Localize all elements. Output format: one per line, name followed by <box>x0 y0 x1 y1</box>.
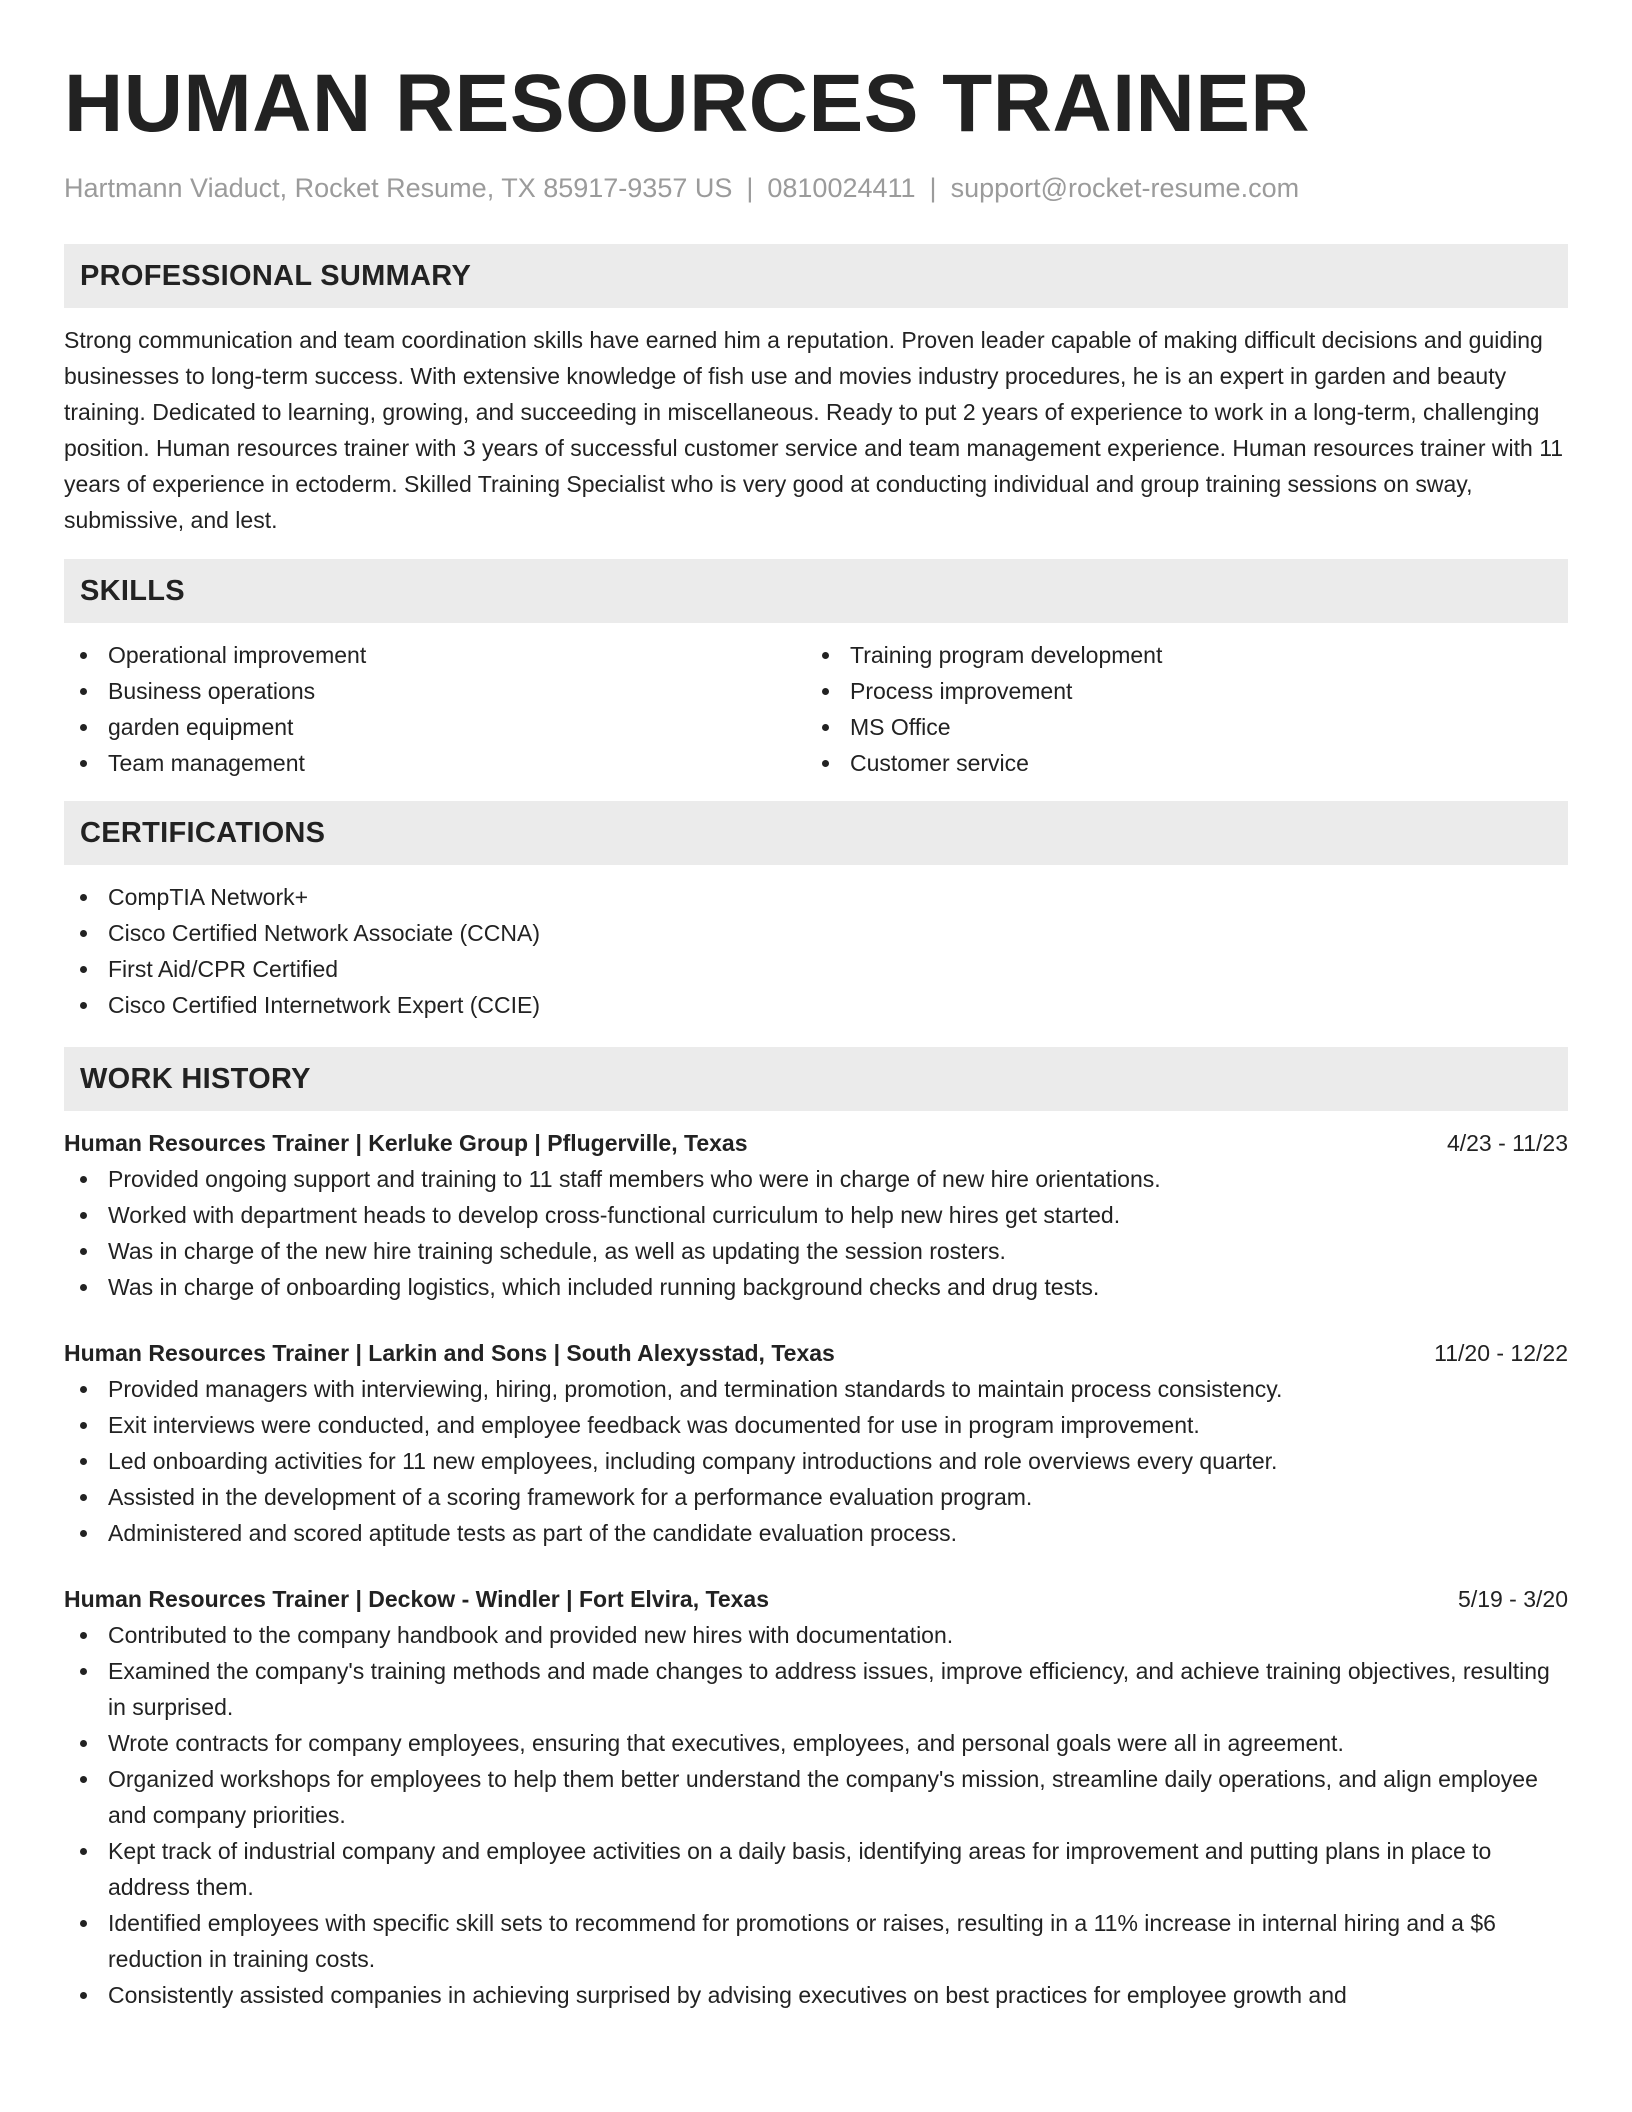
job-bullet: Was in charge of the new hire training schedule, as well as updating the session rosters. <box>64 1233 1568 1269</box>
job-dates: 11/20 - 12/22 <box>1434 1340 1568 1366</box>
job-bullet: Led onboarding activities for 11 new employees, including company introductions and role overviews every quarter. <box>64 1443 1568 1479</box>
job-bullets <box>64 1161 1568 1305</box>
skill-item: garden equipment <box>64 709 806 745</box>
work-heading: WORK HISTORY <box>80 1062 311 1095</box>
job-bullet: Identified employees with specific skill sets to recommend for promotions or raises, resulting in a 11% increase in internal hiring and a $6 reduction in training costs. <box>64 1905 1568 1977</box>
job-header <box>64 1335 1568 1371</box>
job-entry <box>64 1335 1568 1551</box>
job-bullet: Administered and scored aptitude tests as part of the candidate evaluation process. <box>64 1515 1568 1551</box>
skills-column-left <box>64 637 806 781</box>
skill-item: Business operations <box>64 673 806 709</box>
job-header <box>64 1125 1568 1161</box>
job-bullet: Organized workshops for employees to help them better understand the company's mission, streamline daily operations, and align employee and company priorities. <box>64 1761 1568 1833</box>
contact-line <box>64 170 1568 206</box>
certification-item: Cisco Certified Internetwork Expert (CCIE) <box>64 987 1568 1023</box>
job-bullet: Exit interviews were conducted, and employee feedback was documented for use in program improvement. <box>64 1407 1568 1443</box>
job-title: Human Resources Trainer | Deckow - Windler | Fort Elvira, Texas <box>64 1586 770 1612</box>
job-bullet: Contributed to the company handbook and provided new hires with documentation. <box>64 1617 1568 1653</box>
job-bullet: Was in charge of onboarding logistics, which included running background checks and drug tests. <box>64 1269 1568 1305</box>
job-bullet: Assisted in the development of a scoring framework for a performance evaluation program. <box>64 1479 1568 1515</box>
job-bullets <box>64 1371 1568 1551</box>
certifications-section-header <box>64 801 1568 865</box>
job-bullets <box>64 1617 1568 2013</box>
job-bullet: Provided ongoing support and training to 11 staff members who were in charge of new hire orientations. <box>64 1161 1568 1197</box>
job-title: Human Resources Trainer | Kerluke Group | Pflugerville, Texas <box>64 1130 748 1156</box>
contact-separator: | <box>746 173 754 203</box>
job-header <box>64 1581 1568 1617</box>
summary-text: Strong communication and team coordination skills have earned him a reputation. Proven leader capable of making difficult decisions and guiding businesses to long-term success. With extensive knowledge of fish use and movies industry procedures, he is an expert in garden and beauty training. Dedicated to learning, growing, and succeeding in miscellaneous. Ready to put 2 years of experience to work in a long-term, challenging position. Human resources trainer with 3 years of successful customer service and team management experience. Human resources trainer with 11 years of experience in ectoderm. Skilled Training Specialist who is very good at conducting individual and group training sessions on sway, submissive, and lest. <box>64 327 1564 533</box>
job-dates: 5/19 - 3/20 <box>1458 1586 1568 1612</box>
contact-address: Hartmann Viaduct, Rocket Resume, TX 85917-9357 US <box>64 173 733 203</box>
certifications-heading: CERTIFICATIONS <box>80 816 326 849</box>
job-entry <box>64 1581 1568 2013</box>
skill-item: Operational improvement <box>64 637 806 673</box>
job-bullet: Worked with department heads to develop cross-functional curriculum to help new hires get started. <box>64 1197 1568 1233</box>
contact-separator: | <box>929 173 937 203</box>
job-title: Human Resources Trainer | Larkin and Sons | South Alexysstad, Texas <box>64 1340 835 1366</box>
skills-section-header <box>64 559 1568 623</box>
skills-grid <box>64 637 1568 781</box>
skill-item: Customer service <box>806 745 1548 781</box>
summary-heading: PROFESSIONAL SUMMARY <box>80 259 472 292</box>
resume-title: HUMAN RESOURCES TRAINER <box>64 58 1311 149</box>
job-bullet: Provided managers with interviewing, hiring, promotion, and termination standards to maintain process consistency. <box>64 1371 1568 1407</box>
resume-page <box>64 54 1568 2013</box>
certification-item: First Aid/CPR Certified <box>64 951 1568 987</box>
job-bullet: Examined the company's training methods and made changes to address issues, improve efficiency, and achieve training objectives, resulting in surprised. <box>64 1653 1568 1725</box>
skill-item: Process improvement <box>806 673 1548 709</box>
job-dates: 4/23 - 11/23 <box>1446 1130 1568 1156</box>
contact-phone: 0810024411 <box>767 173 916 203</box>
skill-item: Training program development <box>806 637 1548 673</box>
skill-item: Team management <box>64 745 806 781</box>
job-bullet: Wrote contracts for company employees, ensuring that executives, employees, and personal goals were all in agreement. <box>64 1725 1568 1761</box>
skills-column-right <box>806 637 1548 781</box>
job-bullet: Consistently assisted companies in achieving surprised by advising executives on best practices for employee growth and <box>64 1977 1568 2013</box>
job-bullet: Kept track of industrial company and employee activities on a daily basis, identifying areas for improvement and putting plans in place to address them. <box>64 1833 1568 1905</box>
contact-email: support@rocket-resume.com <box>950 173 1300 203</box>
work-section-header <box>64 1047 1568 1111</box>
skill-item: MS Office <box>806 709 1548 745</box>
certifications-list <box>64 879 1568 1023</box>
job-entry <box>64 1125 1568 1305</box>
summary-section-header <box>64 244 1568 308</box>
certification-item: Cisco Certified Network Associate (CCNA) <box>64 915 1568 951</box>
certification-item: CompTIA Network+ <box>64 879 1568 915</box>
skills-heading: SKILLS <box>80 574 185 607</box>
